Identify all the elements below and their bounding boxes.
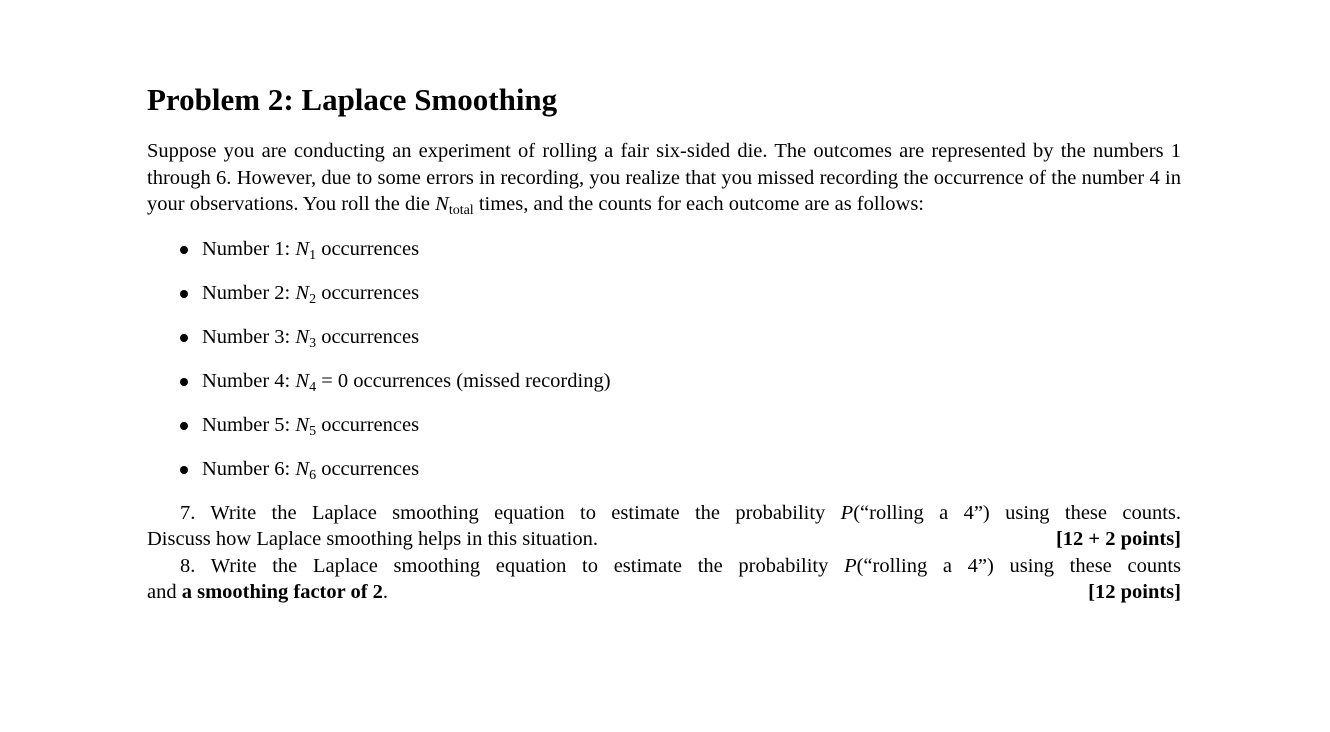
list-item <box>147 280 1181 306</box>
outcome-rest: occurrences <box>316 457 420 480</box>
outcome-rest: occurrences <box>316 281 420 304</box>
n-total-subscript: total <box>448 203 474 218</box>
outcome-label: Number 6: <box>202 457 296 480</box>
outcome-var: N <box>295 413 310 436</box>
question-line2-text: Discuss how Laplace smoothing helps in this situation. <box>147 528 598 550</box>
outcome-label: Number 5: <box>202 413 296 436</box>
question-8 <box>147 553 1181 606</box>
question-text: Write the Laplace smoothing equation to estimate the probability <box>195 501 841 524</box>
prob-var: P <box>840 501 854 524</box>
outcome-label: Number 2: <box>202 281 296 304</box>
bullet-icon <box>180 422 188 430</box>
list-item <box>147 324 1181 350</box>
bullet-icon <box>180 378 188 386</box>
outcome-label: Number 1: <box>202 237 296 260</box>
outcome-list <box>147 236 1181 482</box>
question-text: Write the Laplace smoothing equation to estimate the probability <box>195 554 845 577</box>
bullet-icon <box>180 290 188 298</box>
points-label: [12 points] <box>1088 581 1181 603</box>
question-line-1 <box>147 500 1181 527</box>
question-line2-bold: a smoothing factor of 2 <box>181 581 383 603</box>
outcome-subscript: 1 <box>309 247 317 263</box>
bullet-icon <box>180 334 188 342</box>
outcome-subscript: 6 <box>309 467 317 483</box>
problem-page <box>147 80 1181 606</box>
bullet-icon <box>180 246 188 254</box>
question-line2-end: . <box>382 581 389 603</box>
outcome-label: Number 3: <box>202 325 296 348</box>
outcome-subscript: 3 <box>309 335 317 351</box>
outcome-var: N <box>295 457 310 480</box>
list-item <box>147 412 1181 438</box>
outcome-rest: occurrences <box>316 413 420 436</box>
list-item <box>147 456 1181 482</box>
points-label: [12 + 2 points] <box>1055 528 1181 550</box>
question-line-2 <box>147 579 1181 606</box>
outcome-rest: occurrences <box>316 237 420 260</box>
intro-text-part2: times, and the counts for each outcome are as follows: <box>473 193 924 215</box>
outcome-subscript: 4 <box>309 379 317 395</box>
question-list <box>147 500 1181 606</box>
question-number: 8. <box>180 554 196 577</box>
list-item <box>147 368 1181 394</box>
outcome-rest: occurrences <box>316 325 420 348</box>
prob-var: P <box>844 554 857 577</box>
question-line-2 <box>147 526 1181 553</box>
outcome-subscript: 2 <box>309 291 317 307</box>
outcome-label: Number 4: <box>202 369 296 392</box>
list-item <box>147 236 1181 262</box>
question-line2-text: and <box>147 581 182 603</box>
question-line-1 <box>147 553 1181 580</box>
outcome-subscript: 5 <box>309 423 317 439</box>
outcome-var: N <box>295 237 310 260</box>
outcome-var: N <box>295 281 310 304</box>
question-text-end: (“rolling a 4”) using these counts. <box>853 501 1181 524</box>
intro-paragraph <box>147 138 1181 218</box>
outcome-var: N <box>295 325 310 348</box>
question-7 <box>147 500 1181 553</box>
question-number: 7. <box>180 501 196 524</box>
question-text-end: (“rolling a 4”) using these counts <box>856 554 1181 577</box>
outcome-var: N <box>295 369 310 392</box>
problem-title: Problem 2: Laplace Smoothing <box>147 82 558 117</box>
n-total-var: N <box>435 193 449 215</box>
bullet-icon <box>180 466 188 474</box>
intro-text-part1: Suppose you are conducting an experiment of rolling a fair six-sided die. The outcomes are represented by the numbers 1 through 6. However, due to some errors in recording, you realize that you missed recording the occurrence of the number 4 in your observations. You roll the die <box>147 140 1181 215</box>
outcome-rest: = 0 occurrences (missed recording) <box>316 369 611 392</box>
